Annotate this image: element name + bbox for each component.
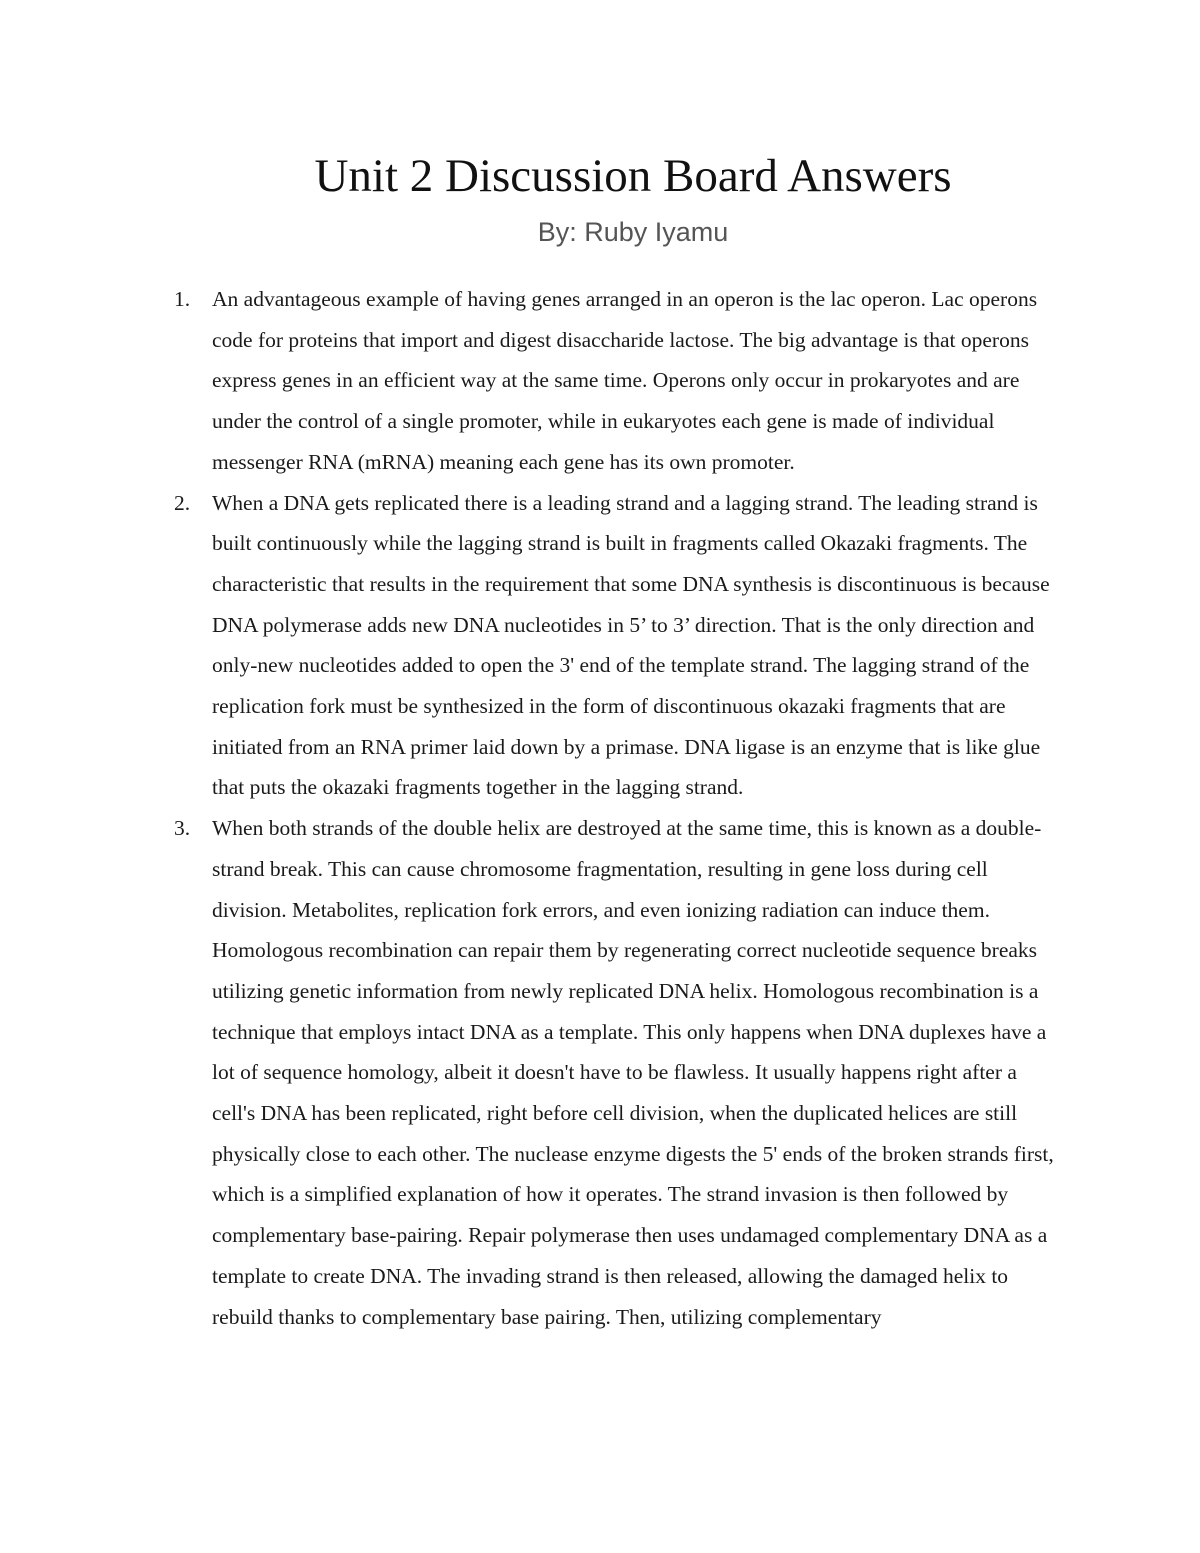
list-item — [0, 279, 1062, 483]
author-byline: By: Ruby Iyamu — [537, 217, 729, 247]
list-item — [0, 483, 1062, 809]
list-item — [0, 808, 1062, 1337]
list-item-text: When both strands of the double helix are destroyed at the same time, this is known as a double-strand break. This can cause chromosome fragmentation, resulting in gene loss during cell division. Metabolites, replication fork errors, and even ionizing radiation can induce them. Homologous recombination can repair them by regenerating correct nucleotide sequence breaks utilizing genetic information from newly replicated DNA helix. Homologous recombination is a technique that employs intact DNA as a template. This only happens when DNA duplexes have a lot of sequence homology, albeit it doesn't have to be flawless. It usually happens right after a cell's DNA has been replicated, right before cell division, when the duplicated helices are still physically close to each other. The nuclease enzyme digests the 5' ends of the broken strands first, which is a simplified explanation of how it operates. The strand invasion is then followed by complementary base-pairing. Repair polymerase then uses undamaged complementary DNA as a template to create DNA. The invading strand is then released, allowing the damaged helix to rebuild thanks to complementary base pairing. Then, utilizing complementary — [212, 816, 1054, 1329]
list-item-number: 2. — [174, 490, 191, 515]
list-item-number: 1. — [174, 287, 191, 311]
list-item-text: An advantageous example of having genes arranged in an operon is the lac operon. Lac operons code for proteins that import and digest disaccharide lactose. The big advantage is that operons express genes in an efficient way at the same time. Operons only occur in prokaryotes and are under the control of a single promoter, while in eukaryotes each gene is made of individual messenger RNA (mRNA) meaning each gene has its own promoter. — [212, 287, 1038, 474]
answer-list — [0, 279, 1200, 1337]
list-item-text: When a DNA gets replicated there is a leading strand and a lagging strand. The leading strand is built continuously while the lagging strand is built in fragments called Okazaki fragments. The characteristic that results in the requirement that some DNA synthesis is discontinuous is because DNA polymerase adds new DNA nucleotides in 5’ to 3’ direction. That is the only direction and only-new nucleotides added to open the 3' end of the template strand. The lagging strand of the replication fork must be synthesized in the form of discontinuous okazaki fragments that are initiated from an RNA primer laid down by a primase. DNA ligase is an enzyme that is like glue that puts the okazaki fragments together in the lagging strand. — [212, 490, 1050, 800]
page-title: Unit 2 Discussion Board Answers — [314, 150, 952, 202]
list-item-number: 3. — [174, 816, 191, 841]
